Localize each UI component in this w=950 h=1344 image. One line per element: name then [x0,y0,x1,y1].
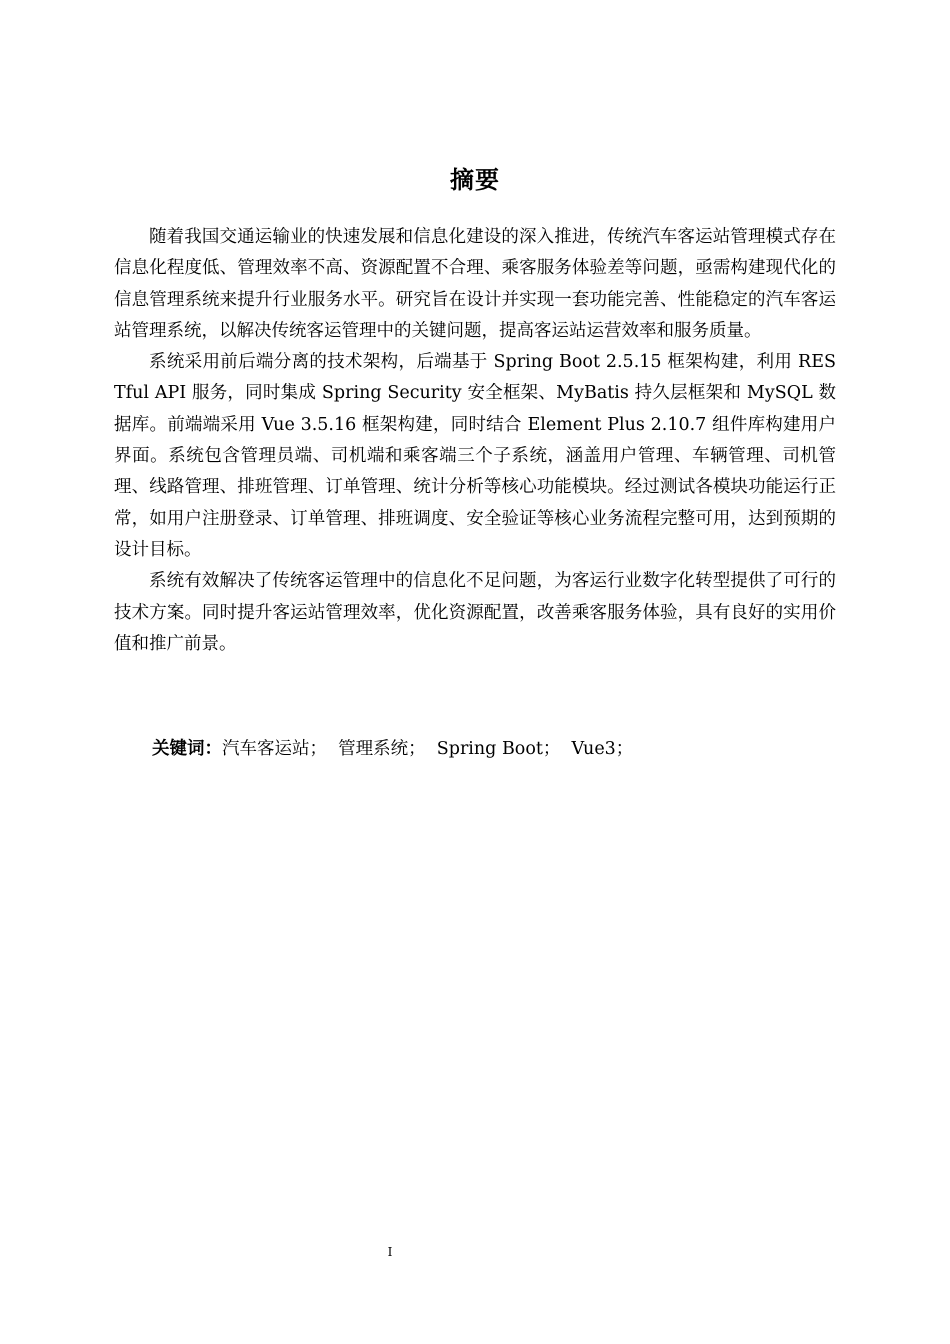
page-number: I [387,1245,393,1259]
abstract-paragraph-2: 系统采用前后端分离的技术架构，后端基于 Spring Boot 2.5.15 框架构建，利用 RESTful API 服务，同时集成 Spring Security 安全框架、MyBatis 持久层框架和 MySQL 数据库。前端端采用 Vue 3.5.16 框架构建，同时结合 Element Plus 2.10.7 组件库构建用户界面。系统包含管理员端、司机端和乘客端三个子系统，涵盖用户管理、车辆管理、司机管理、线路管理、排班管理、订单管理、统计分析等核心功能模块。经过测试各模块功能运行正常，如用户注册登录、订单管理、排班调度、安全验证等核心业务流程完整可用，达到预期的设计目标。 [114,352,836,560]
keywords-label: 关键词： [152,739,222,759]
keywords-text: 汽车客运站； 管理系统； Spring Boot； Vue3； [222,739,634,759]
abstract-title: 摘要 [450,166,500,194]
abstract-paragraph-3: 系统有效解决了传统客运管理中的信息化不足问题，为客运行业数字化转型提供了可行的技术方案。同时提升客运站管理效率，优化资源配置，改善乘客服务体验，具有良好的实用价值和推广前景。 [114,571,836,654]
abstract-body [114,222,836,660]
abstract-paragraph-1: 随着我国交通运输业的快速发展和信息化建设的深入推进，传统汽车客运站管理模式存在信息化程度低、管理效率不高、资源配置不合理、乘客服务体验差等问题，亟需构建现代化的信息管理系统来提升行业服务水平。研究旨在设计并实现一套功能完善、性能稳定的汽车客运站管理系统，以解决传统客运管理中的关键问题，提高客运站运营效率和服务质量。 [114,227,836,341]
keywords-line [152,734,852,765]
